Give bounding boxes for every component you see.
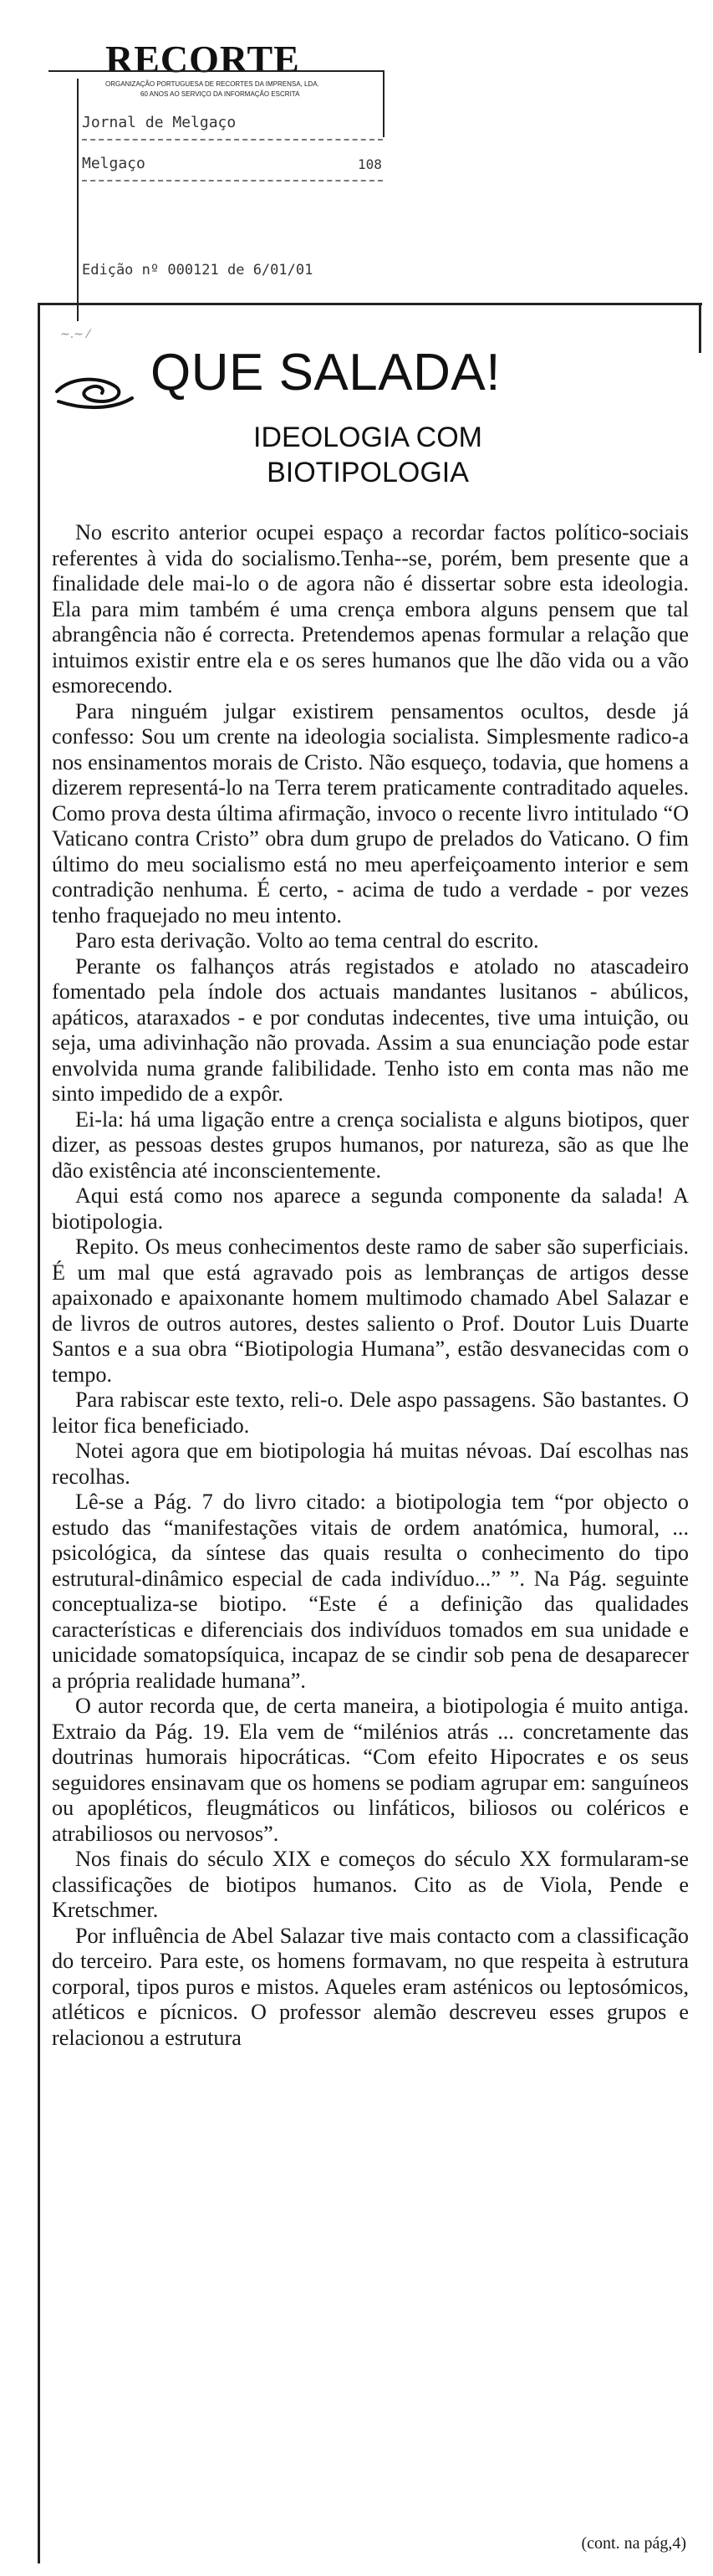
paragraph: No escrito anterior ocupei espaço a recordar factos político-sociais referentes à vida do socialismo.Tenha--se, porém, bem presente que a finalidade dele mai-lo o de agora não é dissertar sobre esta ideologia. Ela para mim também é uma crença embora alguns pensem que tal abrangência não é correcta. Pretendemos apenas formular a relação que intuimos existir entre ela e os seres humanos que lhe dão vida ou a vão esmorecendo. (52, 520, 689, 698)
paragraph: O autor recorda que, de certa maneira, a biotipologia é muito antiga. Extraio da Pág. 19. Ela vem de “milénios atrás ... concretamente das doutrinas humorais hipocráticas. “Com efeito Hipocrates e os seus seguidores ensinavam que os homens se podiam agrupar em: sanguíneos ou apopléticos, fleugmáticos ou linfáticos, biliosos ou coléricos e atrabiliosos ou nervosos”. (52, 1694, 689, 1846)
article-frame-right-edge (699, 303, 701, 353)
paragraph: Para ninguém julgar existirem pensamentos ocultos, desde já confesso: Sou um crente na ideologia socialista. Simplesmente radico-a nos ensinamentos morais de Cristo. Não esqueço, todavia, que homens a dizerem representá-lo na Terra terem praticamente contraditado aqueles. Como prova desta última afirmação, invoco o recente livro intitulado “O Vaticano contra Cristo” obra dum grupo de prelados do Vaticano. O fim último do meu socialismo está no meu aperfeiçoamento interior e sem contradição nenhuma. É certo, - acima de tudo a verdade - por vezes tenho fraquejado no meu intento. (52, 698, 689, 928)
headline-block (50, 343, 685, 418)
paragraph: Para rabiscar este texto, reli-o. Dele aspo passagens. São bastantes. O leitor fica beneficiado. (52, 1388, 689, 1438)
paragraph: Perante os falhanços atrás registados e atolado no atascadeiro fomentado pela índole dos actuais mandantes lusitanos - abúlicos, apáticos, ataraxados - e por condutas indecentes, tive uma intuição, ou seja, uma adivinhação não provada. Assim a sua enunciação pode estar envolvida numa grande falibilidade. Tenho isto em conta mas não me sinto impedido de a expôr. (52, 953, 689, 1106)
journal-name: Jornal de Melgaço (82, 114, 237, 131)
handwritten-scribble: ~.~ ⁄ (60, 328, 89, 341)
paragraph: Lê-se a Pág. 7 do livro citado: a biotipologia tem “por objecto o estudo das “manifestações vitais de ordem anatómica, humoral, ... psicológica, da síntese das quais resulta o conhecimento do tipo estrutural-dinâmico especial de cada indivíduo...” ”. Na Pág. seguinte conceptualiza-se biotipo. “Este é a definição das qualidades características e diferenciais dos indivíduos tomados em sua unidade e unicidade somatopsíquica, incapaz de se cindir sob pena de desaparecer a própria realidade humana”. (52, 1490, 689, 1693)
article-headline: QUE SALADA! (150, 344, 501, 401)
continued-note: (cont. na pág,4) (581, 2534, 686, 2553)
journal-dash-line (82, 139, 383, 141)
paragraph: Ei-la: há uma ligação entre a crença socialista e alguns biotipos, quer dizer, as pessoas destes grupos humanos, por natureza, são as que lhe dão existência até inconscientemente. (52, 1107, 689, 1183)
paragraph: Notei agora que em biotipologia há muitas névoas. Daí escolhas nas recolhas. (52, 1439, 689, 1489)
article-subhead-line2: BIOTIPOLOGIA (267, 457, 469, 488)
org-tagline: 60 ANOS AO SERVIÇO DA INFORMAÇÃO ESCRITA (140, 90, 300, 98)
stamp-top-rule (48, 70, 385, 72)
paragraph: Nos finais do século XIX e começos do século XX formularam-se classificações de biotipos humanos. Cito as de Viola, Pende e Kretschmer. (52, 1847, 689, 1922)
clipping-stamp (48, 33, 385, 318)
article-subhead-line1: IDEOLOGIA COM (253, 422, 482, 453)
town-name: Melgaço (82, 155, 145, 172)
stamp-right-rule (383, 70, 385, 137)
edition-info: Edição nº 000121 de 6/01/01 (82, 262, 313, 279)
paragraph: Repito. Os meus conhecimentos deste ramo de saber são superficiais. É um mal que está agravado pois as lembranças de artigos desse apaixonado e apaixonante homem multimodo chamado Abel Salazar e de livros de outros autores, destes saliento o Prof. Doutor Luis Duarte Santos e a sua obra “Biotipologia Humana”, estão desvanecidas com o tempo. (52, 1234, 689, 1387)
town-dash-line (82, 180, 383, 181)
swirl-icon (50, 358, 138, 417)
paragraph: Aqui está como nos aparece a segunda componente da salada! A biotipologia. (52, 1183, 689, 1234)
recorte-logo: RECORTE (105, 38, 300, 80)
paragraph: Por influência de Abel Salazar tive mais contacto com a classificação do terceiro. Para este, os homens formavam, no que respeita à estrutura corporal, tipos puros e mistos. Aqueles eram asténicos ou leptosómicos, atléticos e pícnicos. O professor alemão descreveu esses grupos e relacionou a estrutura (52, 1923, 689, 2050)
paragraph: Paro esta derivação. Volto ao tema central do escrito. (75, 928, 539, 953)
clipping-number: 108 (358, 156, 382, 172)
article-body (52, 520, 689, 2051)
stamp-left-rule (77, 79, 79, 321)
org-name-line: ORGANIZAÇÃO PORTUGUESA DE RECORTES DA IMPRENSA, LDA. (105, 80, 319, 88)
